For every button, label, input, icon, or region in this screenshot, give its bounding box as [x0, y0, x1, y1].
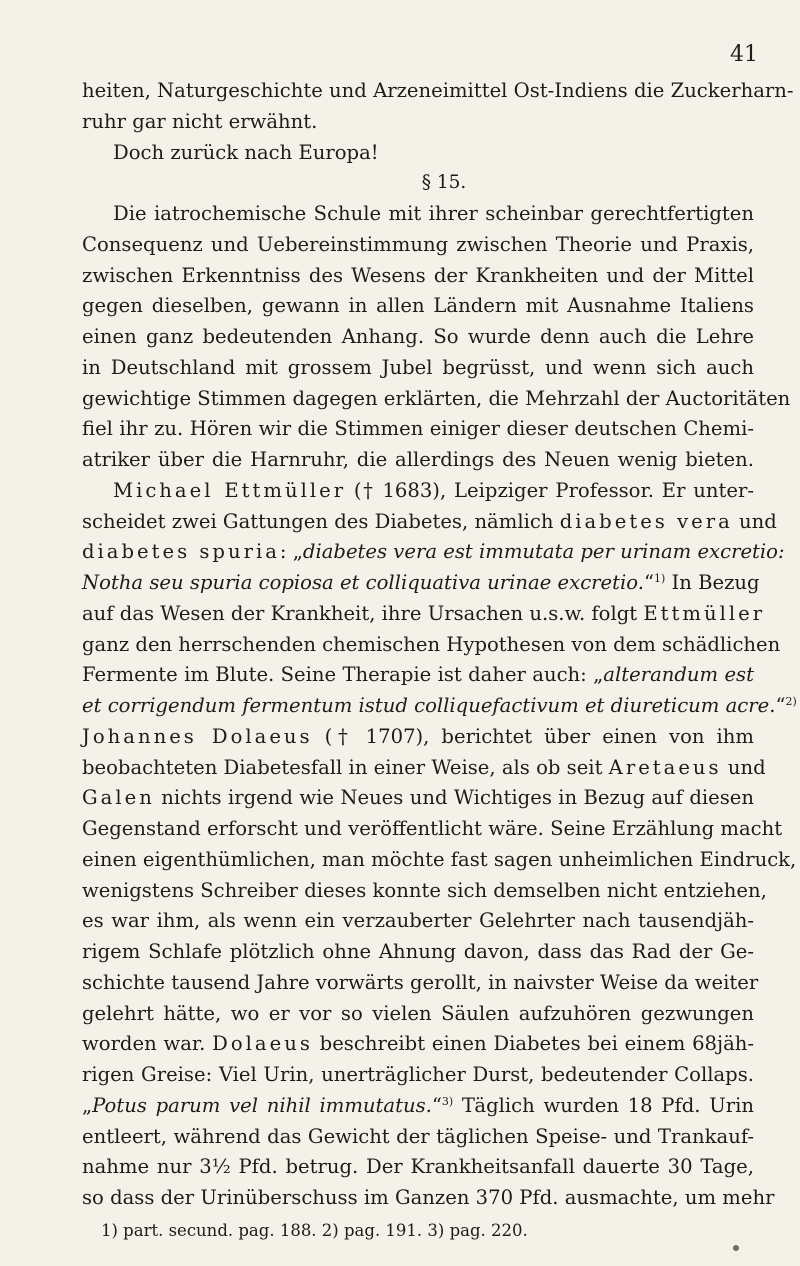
- text-line: [82, 1091, 754, 1122]
- text-fragment: worden war.: [82, 1032, 213, 1056]
- text-line: Doch zurück nach Europa!: [113, 140, 379, 164]
- text-line: nahme nur 3½ Pfd. betrug. Der Krankheitsanfall dauerte 30 Tage,: [82, 1155, 754, 1179]
- text-line: atriker über die Harnruhr, die allerdings des Neuen wenig bieten.: [82, 448, 754, 471]
- text-line: es war ihm, als wenn ein verzauberter Gelehrter nach tausendjäh-: [82, 909, 754, 933]
- text-fragment: beschreibt einen Diabetes bei einem 68jäh-: [312, 1032, 755, 1056]
- text-fragment: scheidet zwei Gattungen des Diabetes, nämlich: [82, 509, 560, 533]
- spaced-term: diabetes spuria: [82, 540, 280, 564]
- text-line: in Deutschland mit grossem Jubel begrüsst, und wenn sich auch: [82, 355, 754, 379]
- text-fragment: “: [643, 571, 654, 594]
- text-line: ganz den herrschenden chemischen Hypothesen von dem schädlichen: [82, 632, 781, 656]
- text-fragment: “: [775, 694, 786, 717]
- body-text: [82, 76, 797, 1214]
- text-fragment: und: [721, 755, 766, 779]
- author-name: Michael Ettmüller: [113, 478, 347, 502]
- spaced-term: diabetes vera: [559, 509, 733, 533]
- ink-spot: [733, 1245, 739, 1251]
- text-fragment: auf das Wesen der Krankheit, ihre Ursachen u.s.w. folgt: [82, 601, 644, 625]
- text-fragment: († 1707), berichtet über einen von ihm: [312, 724, 754, 748]
- text-line: [82, 1029, 754, 1060]
- text-line: [82, 537, 785, 568]
- text-line: [82, 722, 754, 753]
- footnotes: 1) part. secund. pag. 188. 2) pag. 191. 3) pag. 220.: [101, 1221, 528, 1240]
- text-line: wenigstens Schreiber dieses konnte sich demselben nicht entziehen,: [82, 878, 767, 902]
- author-name: Aretaeus: [608, 755, 722, 779]
- text-line: ruhr gar nicht erwähnt.: [82, 109, 318, 133]
- text-fragment: († 1683), Leipziger Professor. Er unter-: [346, 478, 754, 502]
- section-heading: § 15.: [421, 172, 467, 194]
- text-line: [82, 568, 760, 599]
- footnote-ref: 3): [441, 1094, 454, 1108]
- text-line: [82, 507, 777, 538]
- text-fragment: “: [431, 1093, 442, 1117]
- text-line: so dass der Urinüberschuss im Ganzen 370 Pfd. ausmachte, um mehr: [82, 1186, 775, 1209]
- text-line: einen ganz bedeutenden Anhang. So wurde denn auch die Lehre: [82, 325, 754, 348]
- latin-quote: et corrigendum fermentum istud colliquefactivum et diureticum acre.: [82, 694, 776, 717]
- author-name: Ettmüller: [643, 601, 766, 625]
- text-fragment: : „: [279, 540, 303, 564]
- text-line: fiel ihr zu. Hören wir die Stimmen einiger dieser deutschen Chemi-: [82, 417, 754, 441]
- text-line: heiten, Naturgeschichte und Arzeneimittel Ost-Indiens die Zuckerharn-: [82, 79, 794, 102]
- text-fragment: nichts irgend wie Neues und Wichtiges in Bezug auf diesen: [154, 786, 754, 810]
- text-line: [82, 691, 797, 722]
- author-name: Johannes Dolaeus: [82, 724, 313, 748]
- text-line: zwischen Erkenntniss des Wesens der Krankheiten und der Mittel: [82, 263, 754, 287]
- author-name: Dolaeus: [212, 1032, 313, 1056]
- text-line: [82, 660, 754, 691]
- text-line: [82, 753, 766, 784]
- text-line: gegen dieselben, gewann in allen Ländern mit Ausnahme Italiens: [82, 294, 754, 318]
- footnote-ref: 1): [653, 572, 666, 585]
- text-line: einen eigenthümlichen, man möchte fast sagen unheimlichen Eindruck,: [82, 847, 797, 871]
- text-line: [82, 599, 766, 630]
- text-fragment: „: [82, 1093, 93, 1117]
- footnote-ref: 2): [785, 695, 797, 708]
- text-line: gewichtige Stimmen dagegen erklärten, die Mehrzahl der Auctoritäten: [82, 386, 791, 410]
- latin-quote: alterandum est: [603, 663, 754, 687]
- text-line: rigem Schlafe plötzlich ohne Ahnung davon, dass das Rad der Ge-: [82, 940, 754, 963]
- text-line: gelehrt hätte, wo er vor so vielen Säulen aufzuhören gezwungen: [82, 1001, 754, 1025]
- text-line: entleert, während das Gewicht der täglichen Speise- und Trankauf-: [82, 1124, 754, 1148]
- text-line: [82, 783, 754, 814]
- text-line: rigen Greise: Viel Urin, unerträglicher Durst, bedeutender Collaps.: [82, 1063, 754, 1086]
- text-fragment: beobachteten Diabetesfall in einer Weise, als ob seit: [82, 755, 609, 779]
- text-line: schichte tausend Jahre vorwärts gerollt, in naivster Weise da weiter: [82, 970, 759, 994]
- text-fragment: Täglich wurden 18 Pfd. Urin: [453, 1093, 754, 1117]
- page-number: 41: [730, 42, 758, 67]
- latin-quote: diabetes vera est immutata per urinam excretio:: [302, 540, 785, 564]
- text-line: Die iatrochemische Schule mit ihrer scheinbar gerechtfertigten: [113, 202, 754, 225]
- author-name: Galen: [82, 786, 155, 810]
- text-fragment: und: [732, 509, 777, 533]
- text-line: [82, 476, 754, 507]
- latin-quote: Potus parum vel nihil immutatus.: [92, 1093, 432, 1117]
- text-fragment: Fermente im Blute. Seine Therapie ist daher auch: „: [82, 663, 604, 687]
- text-fragment: In Bezug: [665, 571, 760, 594]
- text-line: Gegenstand erforscht und veröffentlicht wäre. Seine Erzählung macht: [82, 817, 783, 840]
- text-line: Consequenz und Uebereinstimmung zwischen Theorie und Praxis,: [82, 232, 754, 256]
- latin-quote: Notha seu spuria copiosa et colliquativa urinae excretio.: [82, 571, 644, 594]
